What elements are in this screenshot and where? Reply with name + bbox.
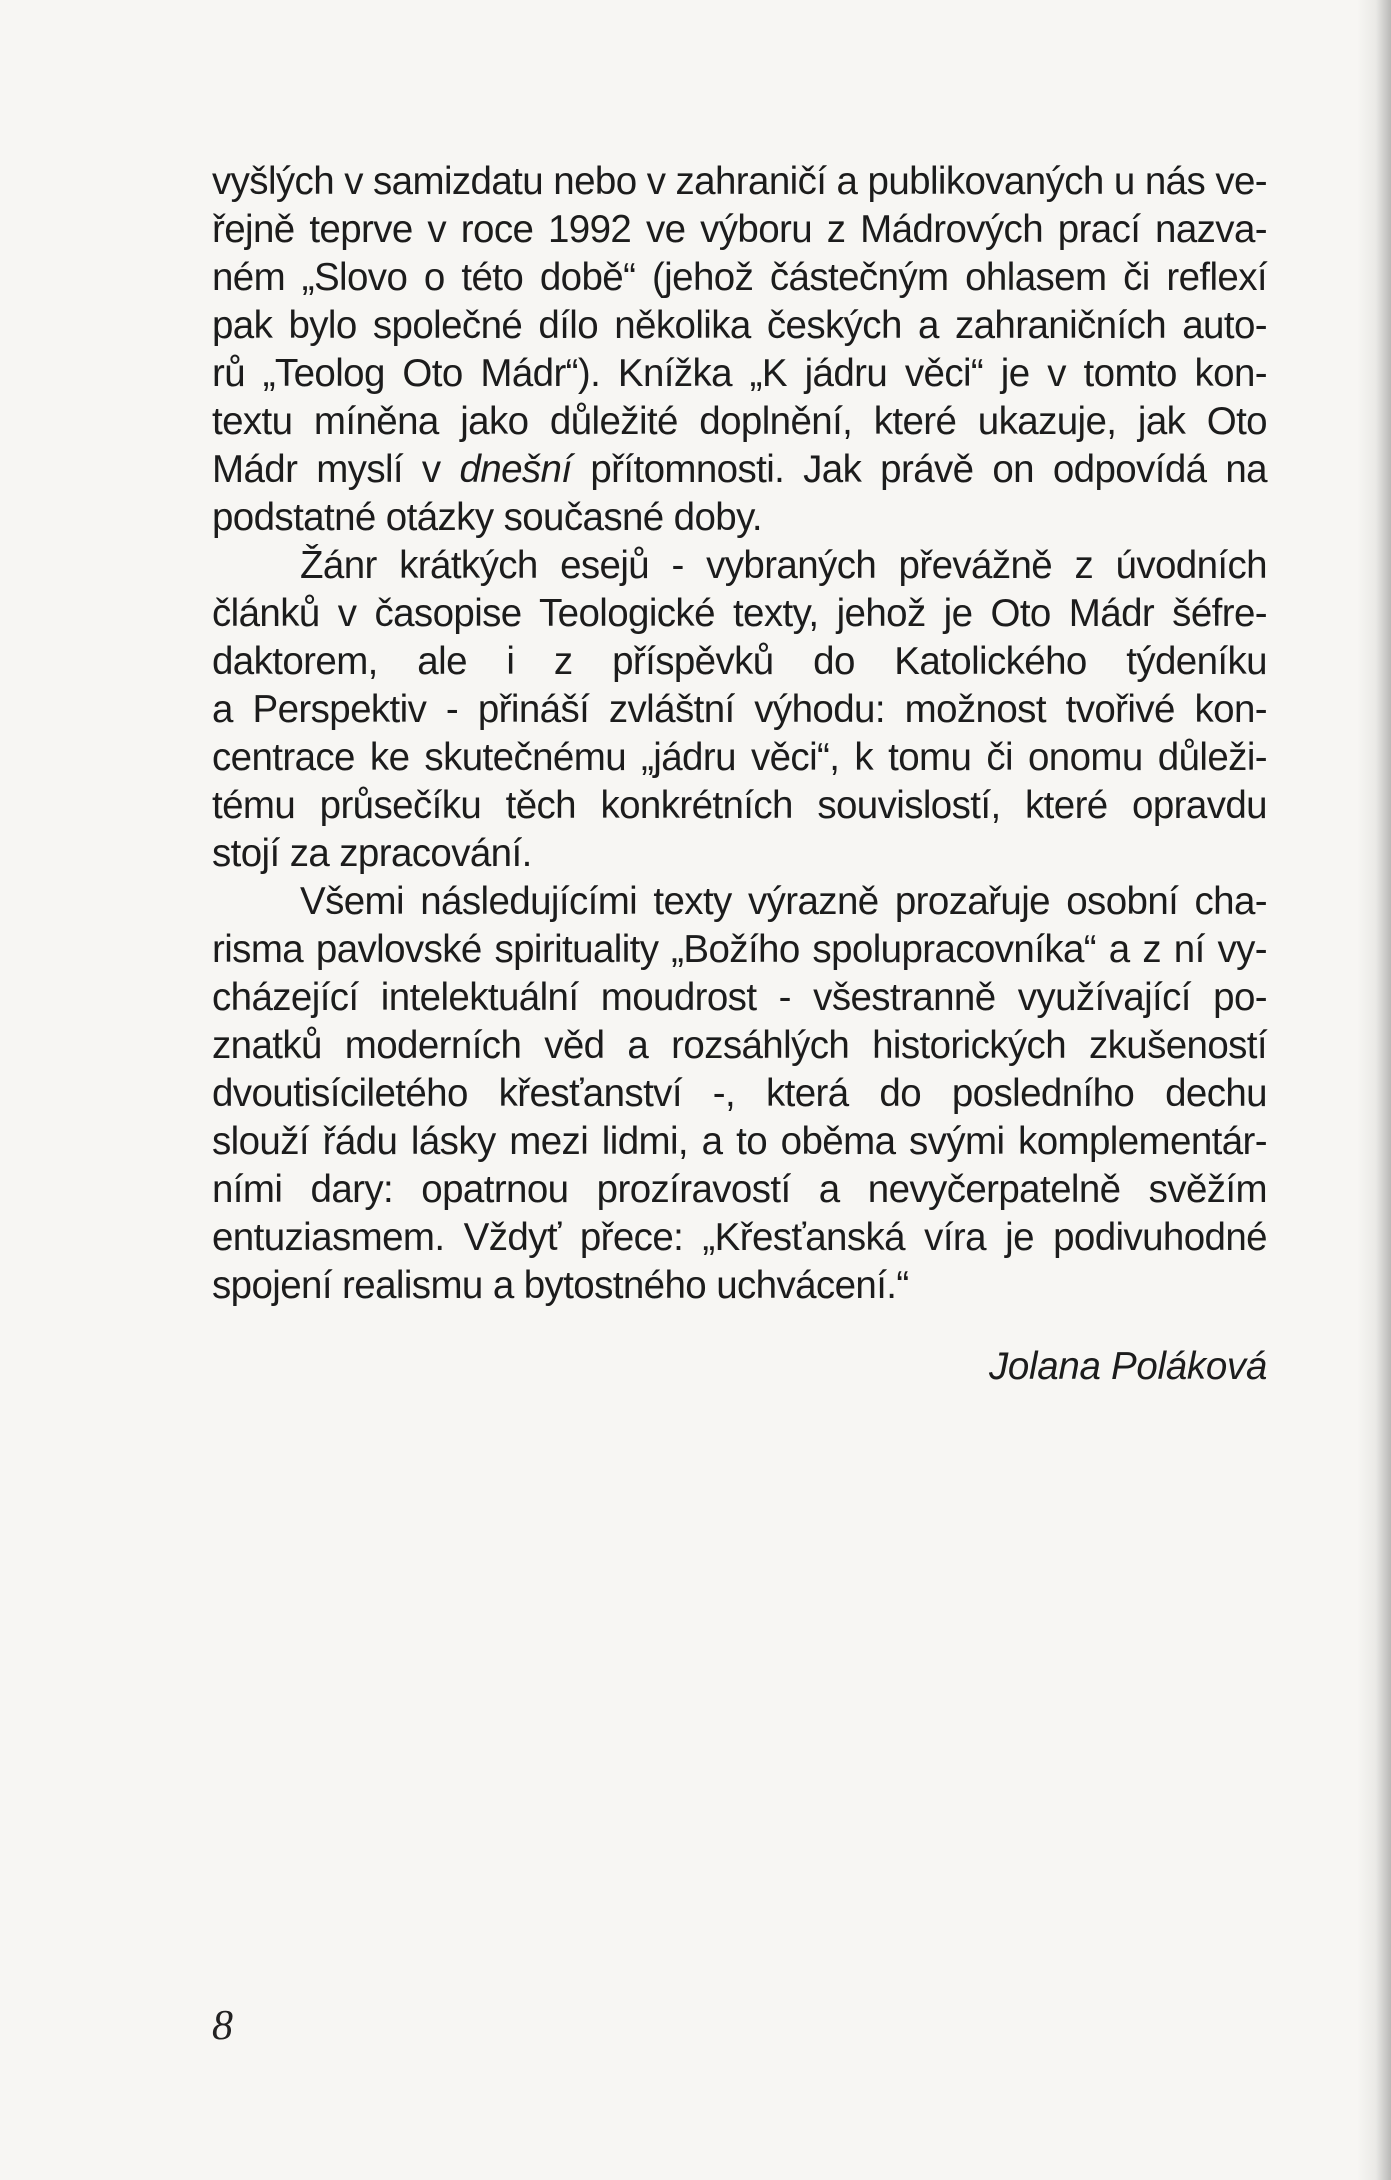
- text-line: Žánr krátkých esejů - vybraných převážně z úvodních: [300, 544, 1267, 587]
- text-line: textu míněna jako důležité doplnění, které ukazuje, jak Oto: [212, 400, 1267, 443]
- text-line: vyšlých v samizdatu nebo v zahraničí a publikovaných u nás ve-: [212, 160, 1267, 203]
- text-line: Všemi následujícími texty výrazně prozařuje osobní cha-: [300, 880, 1267, 923]
- page-number: 8: [212, 2003, 233, 2049]
- text-line: spojení realismu a bytostného uchvácení.“: [212, 1264, 909, 1307]
- text-line: podstatné otázky současné doby.: [212, 496, 763, 539]
- text-line: risma pavlovské spirituality „Božího spolupracovníka“ a z ní vy-: [212, 928, 1267, 971]
- text-line: stojí za zpracování.: [212, 832, 532, 875]
- author-signature: Jolana Poláková: [988, 1345, 1267, 1388]
- text-line: slouží řádu lásky mezi lidmi, a to oběma svými komplementár-: [212, 1120, 1267, 1163]
- text-line: cházející intelektuální moudrost - všestranně využívající po-: [212, 976, 1267, 1019]
- text-line: řejně teprve v roce 1992 ve výboru z Mádrových prací nazva-: [212, 208, 1267, 251]
- text-line: ném „Slovo o této době“ (jehož částečným ohlasem či reflexí: [212, 256, 1267, 299]
- text-line: dvoutisíciletého křesťanství -, která do posledního dechu: [212, 1072, 1267, 1115]
- text-line: entuziasmem. Vždyť přece: „Křesťanská víra je podivuhodné: [212, 1216, 1267, 1259]
- text-line: rů „Teolog Oto Mádr“). Knížka „K jádru věci“ je v tomto kon-: [212, 352, 1267, 395]
- text-line: a Perspektiv - přináší zvláštní výhodu: možnost tvořivé kon-: [212, 688, 1267, 731]
- text-line: ními dary: opatrnou prozíravostí a nevyčerpatelně svěžím: [212, 1168, 1267, 1211]
- text-line: [212, 446, 1267, 494]
- text-line: tému průsečíku těch konkrétních souvislostí, které opravdu: [212, 784, 1267, 827]
- text-line: daktorem, ale i z příspěvků do Katolického týdeníku: [212, 640, 1267, 683]
- text-segment: přítomnosti. Jak právě on odpovídá na: [571, 448, 1267, 491]
- text-line: centrace ke skutečnému „jádru věci“, k tomu či onomu důleži-: [212, 736, 1267, 779]
- text-line: článků v časopise Teologické texty, jehož je Oto Mádr šéfre-: [212, 592, 1267, 635]
- text-line: pak bylo společné dílo několika českých a zahraničních auto-: [212, 304, 1267, 347]
- page-edge-shadow: [1357, 0, 1391, 2180]
- emphasis-word: dnešní: [459, 448, 572, 491]
- text-segment: Mádr myslí v: [212, 448, 460, 491]
- text-line: znatků moderních věd a rozsáhlých historických zkušeností: [212, 1024, 1267, 1067]
- body-text: [212, 158, 1267, 1310]
